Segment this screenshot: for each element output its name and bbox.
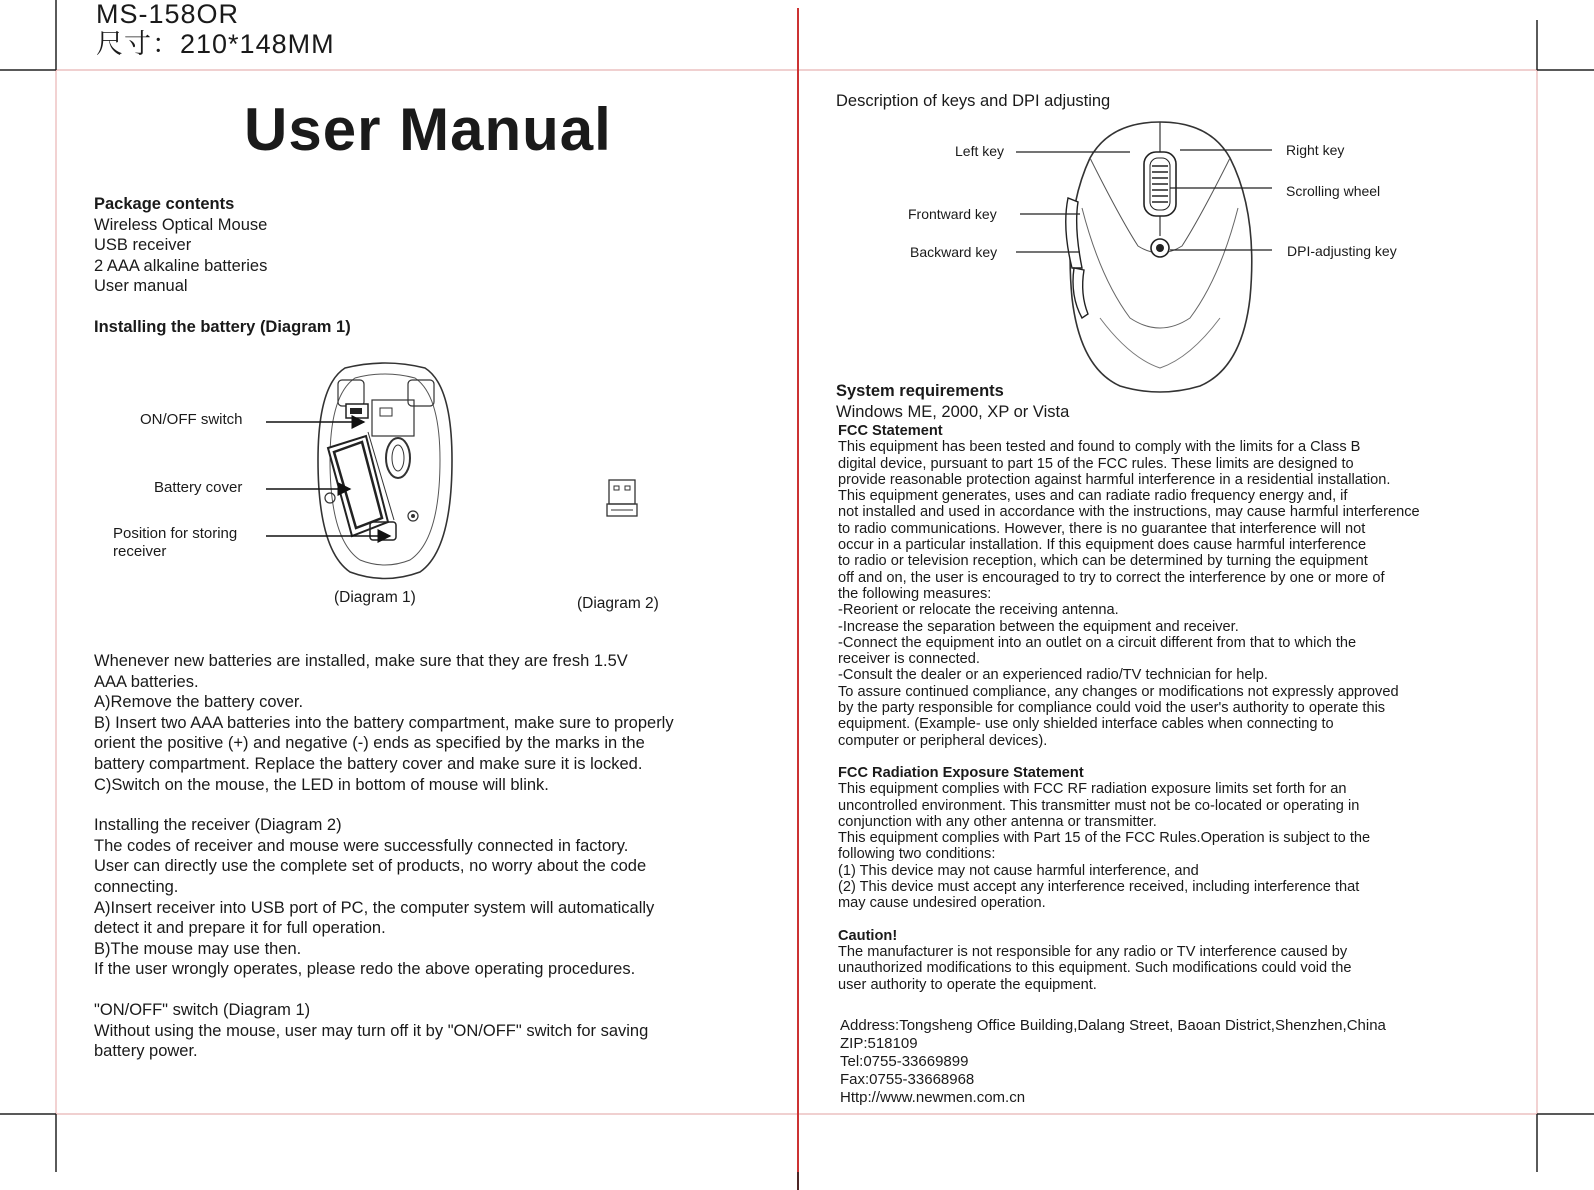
caution-line: user authority to operate the equipment. — [838, 976, 1097, 993]
radiation-line: uncontrolled environment. This transmitter must not be co-located or operating in — [838, 797, 1360, 814]
fcc-line: not installed and used in accordance with the instructions, may cause harmful interference — [838, 504, 1420, 521]
fcc-line: -Reorient or relocate the receiving antenna. — [838, 602, 1119, 619]
body-line: B)The mouse may use then. — [94, 939, 302, 958]
onoff-heading: "ON/OFF" switch (Diagram 1) — [94, 1000, 311, 1019]
radiation-line: conjunction with any other antenna or transmitter. — [838, 813, 1157, 830]
radiation-line: (2) This device must accept any interference received, including interference that — [838, 879, 1360, 896]
body-line: A)Insert receiver into USB port of PC, the computer system will automatically — [94, 898, 655, 917]
mouse-leader-lines — [1010, 140, 1280, 260]
diagram2-caption: (Diagram 2) — [577, 595, 659, 612]
radiation-line: This equipment complies with FCC RF radiation exposure limits set forth for an — [838, 781, 1347, 798]
radiation-line: (1) This device may not cause harmful interference, and — [838, 862, 1199, 879]
body-line: AAA batteries. — [94, 672, 199, 691]
fcc-line: To assure continued compliance, any changes or modifications not expressly approved — [838, 683, 1399, 700]
diagram1-caption: (Diagram 1) — [334, 589, 416, 606]
package-item: User manual — [94, 277, 188, 296]
label-storing-receiver: Position for storing — [113, 525, 238, 542]
page-title: User Manual — [244, 96, 612, 163]
sysreq-heading: System requirements — [836, 382, 1004, 400]
body-line: User can directly use the complete set of products, no worry about the code — [94, 857, 647, 876]
radiation-line: may cause undesired operation. — [838, 895, 1046, 912]
fcc-line: -Increase the separation between the equipment and receiver. — [838, 618, 1239, 635]
fcc-line: by the party responsible for compliance could void the user's authority to operate this — [838, 700, 1386, 717]
size-spec: 尺寸：210*148MM — [96, 29, 335, 59]
keys-heading: Description of keys and DPI adjusting — [836, 92, 1111, 110]
contact-website[interactable]: Http://www.newmen.com.cn — [840, 1089, 1026, 1106]
body-line: If the user wrongly operates, please redo the above operating procedures. — [94, 960, 636, 979]
fcc-line: equipment. (Example- use only shielded interface cables when connecting to — [838, 716, 1334, 733]
fcc-line: -Connect the equipment into an outlet on a circuit different from that to which the — [838, 634, 1357, 651]
package-heading: Package contents — [94, 195, 235, 213]
fcc-heading: FCC Statement — [838, 423, 943, 439]
contact-block — [840, 1017, 1490, 1107]
caution-line: unauthorized modifications to this equipment. Such modifications could void the — [838, 960, 1352, 977]
fcc-line: the following measures: — [838, 585, 992, 602]
caution-heading: Caution! — [838, 927, 898, 944]
caution-line: The manufacturer is not responsible for any radio or TV interference caused by — [838, 943, 1348, 960]
battery-instructions — [94, 651, 784, 1062]
fcc-line: provide reasonable protection against harmful interference in a residential installation. — [838, 471, 1391, 488]
label-frontward-key: Frontward key — [908, 206, 997, 222]
fcc-line: to radio or television reception, which can be determined by turning the equipment — [838, 553, 1368, 570]
label-storing-receiver-2: receiver — [113, 543, 167, 560]
body-line: battery power. — [94, 1042, 198, 1061]
label-dpi-key: DPI-adjusting key — [1287, 243, 1397, 259]
fcc-line: occur in a particular installation. If this equipment does cause harmful interference — [838, 537, 1367, 554]
fcc-line: digital device, pursuant to part 15 of the FCC rules. These limits are designed to — [838, 455, 1354, 472]
fcc-line: receiver is connected. — [838, 651, 980, 668]
package-item: Wireless Optical Mouse — [94, 215, 268, 234]
label-scrolling-wheel: Scrolling wheel — [1286, 183, 1381, 199]
body-line: detect it and prepare it for full operation. — [94, 919, 386, 938]
install-battery-heading: Installing the battery (Diagram 1) — [94, 317, 351, 336]
contact-tel: Tel:0755-33669899 — [840, 1053, 969, 1070]
sysreq-text: Windows ME, 2000, XP or Vista — [836, 403, 1070, 421]
contact-address: Address:Tongsheng Office Building,Dalang Street, Baoan District,Shenzhen,China — [840, 1017, 1386, 1034]
label-battery-cover: Battery cover — [154, 479, 243, 496]
fcc-section — [838, 423, 1488, 993]
fcc-line: -Consult the dealer or an experienced radio/TV technician for help. — [838, 667, 1268, 684]
fcc-line: This equipment has been tested and found to comply with the limits for a Class B — [838, 439, 1361, 456]
body-line: B) Insert two AAA batteries into the battery compartment, make sure to properly — [94, 713, 674, 732]
contact-fax: Fax:0755-33668968 — [840, 1071, 975, 1088]
label-left-key: Left key — [955, 143, 1005, 159]
body-line: A)Remove the battery cover. — [94, 693, 304, 712]
body-line: battery compartment. Replace the battery cover and make sure it is locked. — [94, 754, 643, 773]
body-line: The codes of receiver and mouse were successfully connected in factory. — [94, 836, 629, 855]
body-line: Without using the mouse, user may turn off it by "ON/OFF" switch for saving — [94, 1021, 649, 1040]
radiation-heading: FCC Radiation Exposure Statement — [838, 764, 1084, 781]
receiver-heading: Installing the receiver (Diagram 2) — [94, 816, 342, 835]
diagram1-arrows — [260, 400, 420, 550]
fcc-line: This equipment generates, uses and can radiate radio frequency energy and, if — [838, 488, 1348, 505]
package-section — [94, 194, 784, 338]
fcc-line: to radio communications. However, there is no guarantee that interference will not — [838, 520, 1366, 537]
package-item: USB receiver — [94, 236, 192, 255]
usb-receiver-icon — [606, 478, 640, 520]
package-item: 2 AAA alkaline batteries — [94, 256, 268, 275]
body-line: Whenever new batteries are installed, make sure that they are fresh 1.5V — [94, 652, 628, 670]
radiation-line: following two conditions: — [838, 846, 996, 863]
label-onoff-switch: ON/OFF switch — [140, 411, 243, 428]
label-backward-key: Backward key — [910, 244, 998, 260]
fcc-line: computer or peripheral devices). — [838, 732, 1048, 749]
body-line: connecting. — [94, 877, 179, 896]
body-line: orient the positive (+) and negative (-) ends as specified by the marks in the — [94, 734, 645, 753]
radiation-line: This equipment complies with Part 15 of the FCC Rules.Operation is subject to the — [838, 830, 1371, 847]
body-line: C)Switch on the mouse, the LED in bottom of mouse will blink. — [94, 775, 549, 794]
contact-zip: ZIP:518109 — [840, 1035, 918, 1052]
model-number: MS-158OR — [96, 0, 240, 29]
fcc-line: off and on, the user is encouraged to try to correct the interference by one or more of — [838, 569, 1385, 586]
label-right-key: Right key — [1286, 142, 1345, 158]
